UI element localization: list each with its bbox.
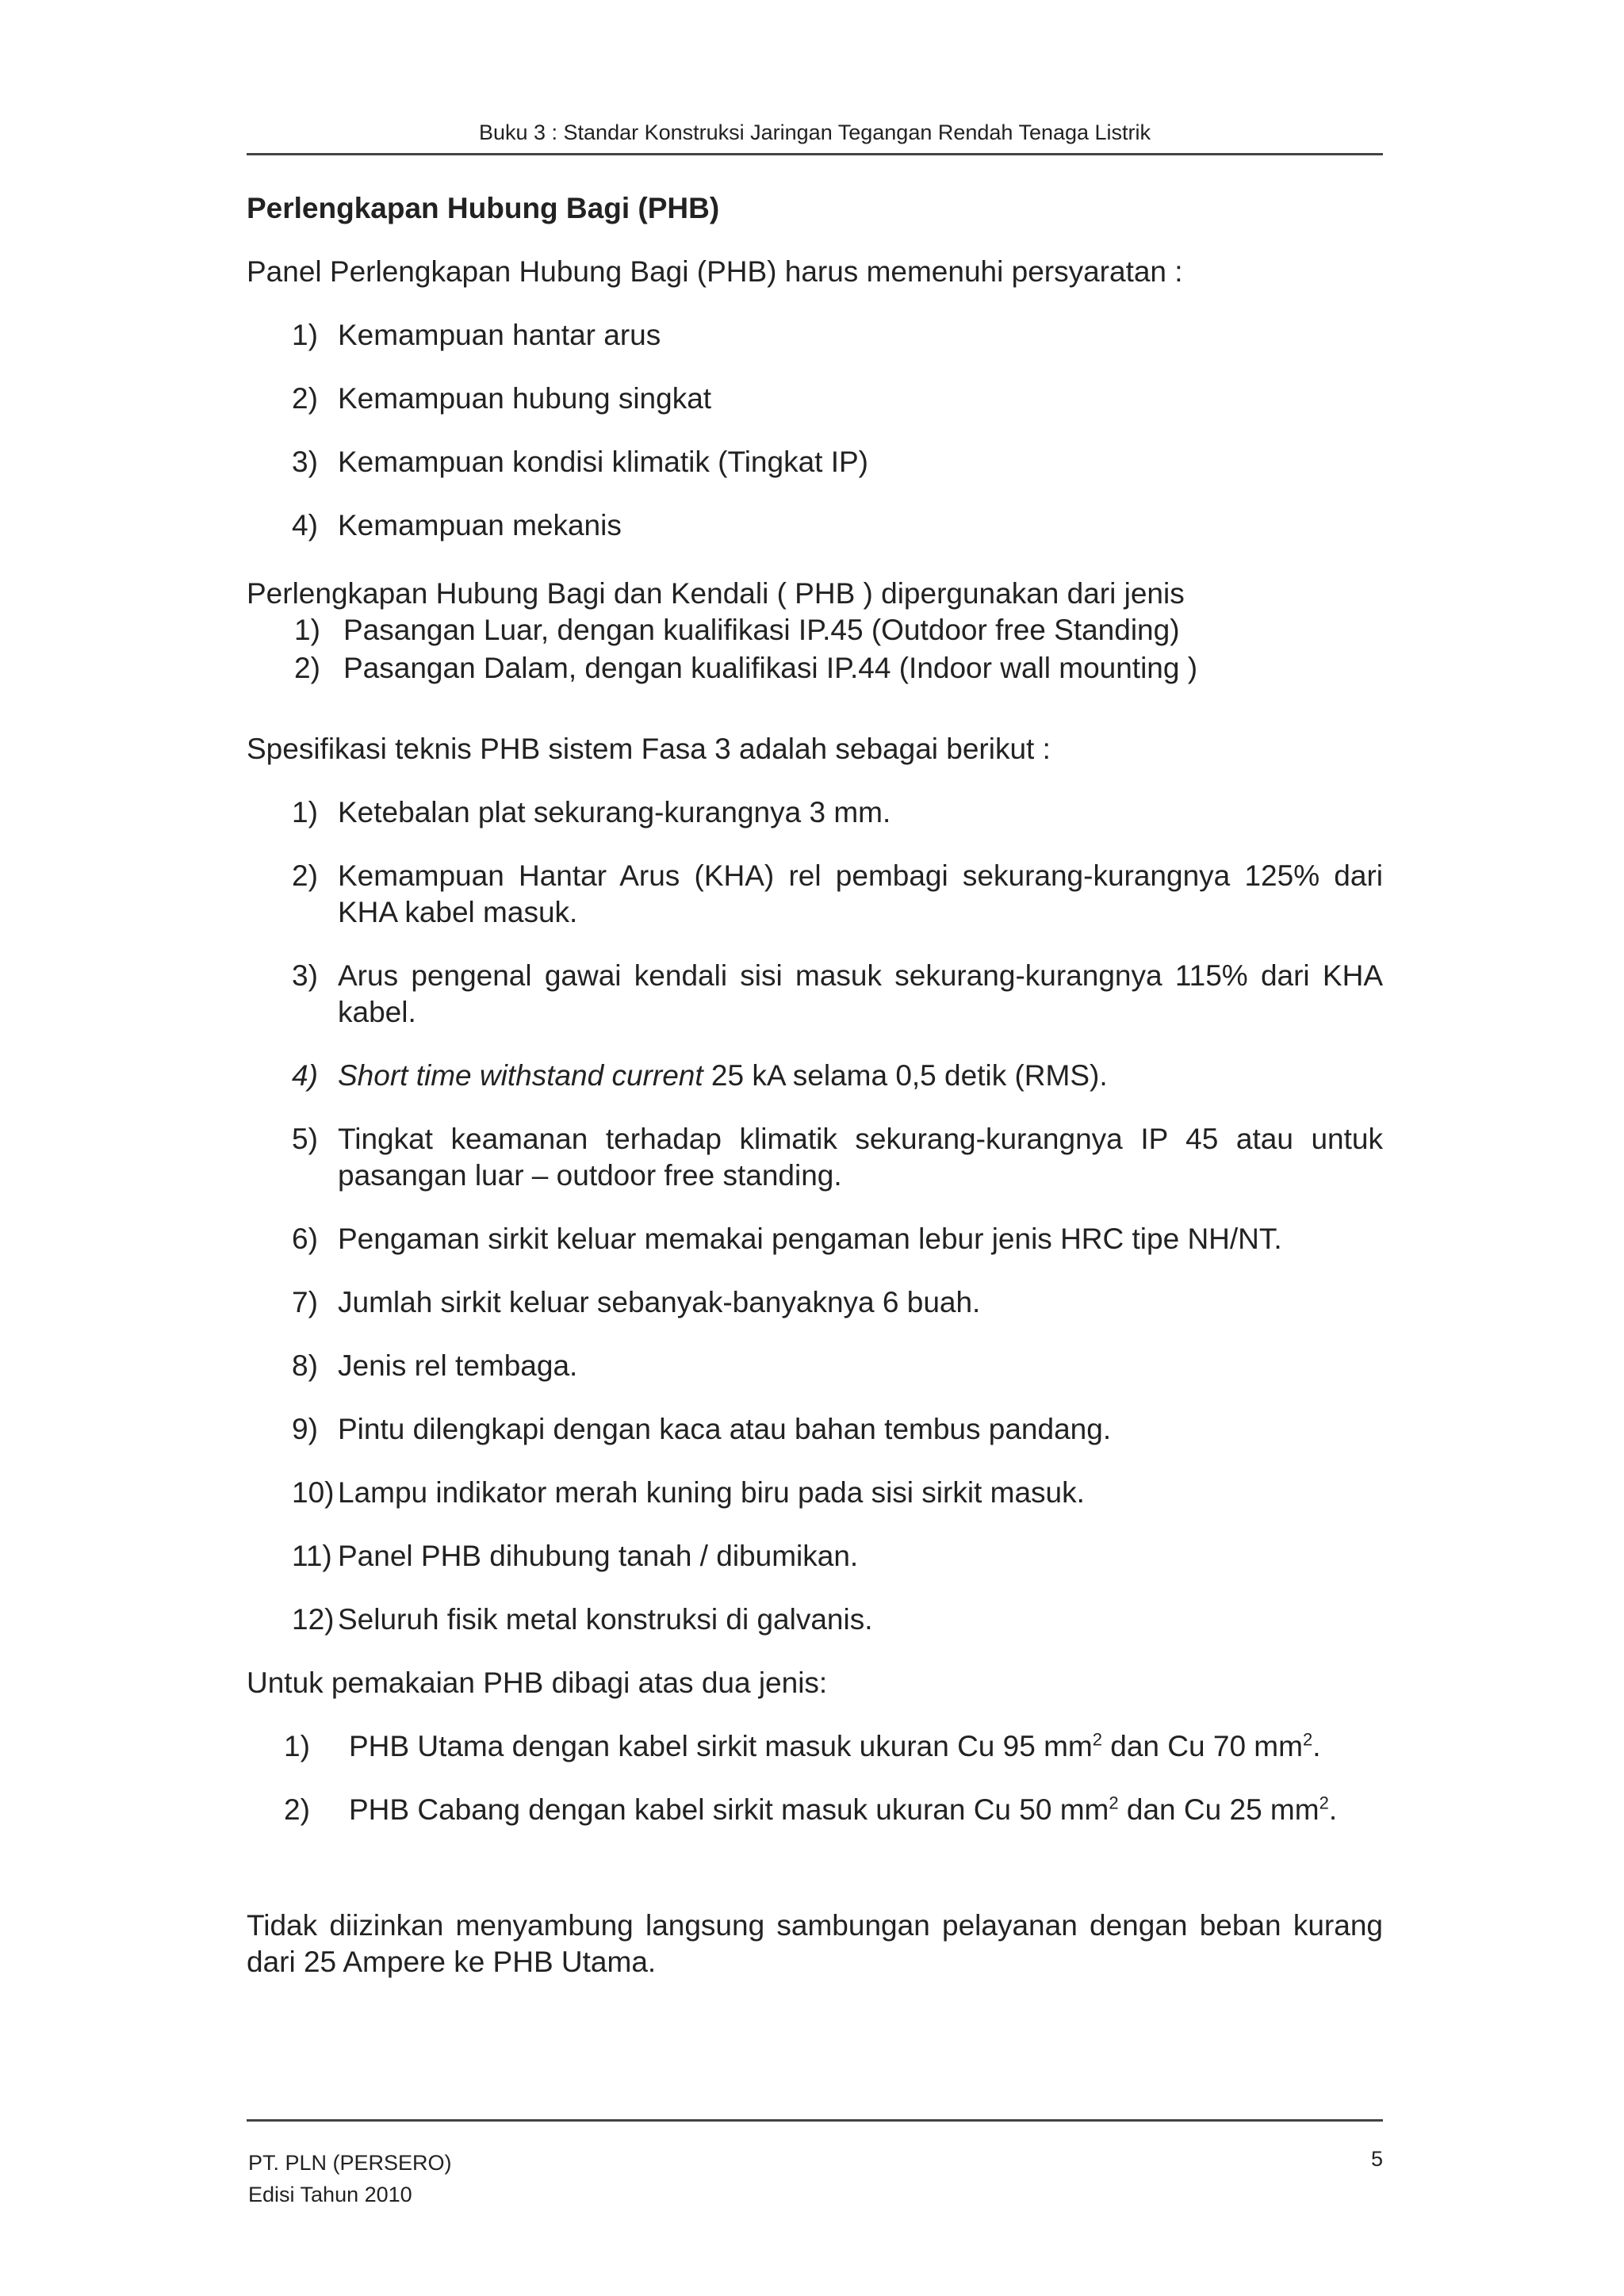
usage-intro: Untuk pemakaian PHB dibagi atas dua jenis: [247,1667,828,1699]
list-item [247,794,1383,831]
list-item [247,1792,1383,1828]
item-number: 7) [292,1286,318,1318]
spec-intro: Spesifikasi teknis PHB sistem Fasa 3 adalah sebagai berikut : [247,733,1051,765]
item-text: Kemampuan Hantar Arus (KHA) rel pembagi sekurang-kurangnya 125% dari KHA kabel masuk. [338,859,1383,928]
list-item [247,1728,1383,1765]
item-number: 1) [292,319,318,351]
item-number: 11) [292,1540,332,1572]
list-item [247,958,1383,1031]
item-text: Pintu dilengkapi dengan kaca atau bahan tembus pandang. [338,1413,1112,1445]
item-number: 2) [284,1793,310,1826]
types-intro: Perlengkapan Hubung Bagi dan Kendali ( PHB ) dipergunakan dari jenis [247,577,1185,610]
spec-list [247,794,1383,1638]
item-number: 6) [292,1223,318,1255]
item-number: 5) [292,1123,318,1155]
page-body [247,190,1383,1980]
item-text: Seluruh fisik metal konstruksi di galvanis. [338,1603,873,1636]
item-number: 2) [294,652,320,684]
list-item [247,1284,1383,1321]
item-text-part: . [1328,1793,1338,1826]
list-item [247,1475,1383,1511]
item-number: 1) [284,1730,310,1762]
item-text: Arus pengenal gawai kendali sisi masuk sekurang-kurangnya 115% dari KHA kabel. [338,959,1383,1028]
list-item [247,1601,1383,1638]
footer-org: PT. PLN (PERSERO) [248,2151,452,2175]
superscript: 2 [1319,1793,1329,1813]
item-number: 3) [292,446,318,478]
item-number: 9) [292,1413,318,1445]
list-item [247,317,1383,354]
item-text: Pasangan Dalam, dengan kualifikasi IP.44 (Indoor wall mounting ) [343,652,1198,684]
item-number: 12) [292,1603,335,1636]
list-item [247,650,1383,687]
item-text: Tingkat keamanan terhadap klimatik sekurang-kurangnya IP 45 atau untuk pasangan luar – outdoor free standing. [338,1123,1383,1192]
list-item [247,858,1383,931]
item-number: 8) [292,1349,318,1382]
list-item [247,444,1383,480]
list-item [247,1538,1383,1575]
running-header: Buku 3 : Standar Konstruksi Jaringan Tegangan Rendah Tenaga Listrik [478,121,1151,144]
superscript: 2 [1092,1729,1102,1750]
header-rule [247,153,1383,155]
list-item [247,612,1383,649]
item-text: Lampu indikator merah kuning biru pada sisi sirkit masuk. [338,1476,1085,1509]
item-number: 4) [292,509,318,541]
item-text-part: dan Cu 70 mm [1102,1730,1303,1762]
list-item [247,1058,1383,1094]
list-item [247,1348,1383,1384]
item-text [349,1728,1383,1765]
item-number: 2) [292,859,318,892]
footer-info [248,2147,452,2210]
section-heading: Perlengkapan Hubung Bagi (PHB) [247,192,720,224]
item-text: Pasangan Luar, dengan kualifikasi IP.45 (Outdoor free Standing) [343,614,1180,646]
item-number: 4) [292,1059,318,1092]
item-number: 10) [292,1476,335,1509]
footer-edition: Edisi Tahun 2010 [248,2183,412,2206]
item-text: Kemampuan hantar arus [338,319,661,351]
item-text-rest: 25 kA selama 0,5 detik (RMS). [703,1059,1108,1092]
item-text-italic: Short time withstand current [338,1059,703,1092]
item-number: 1) [294,614,320,646]
item-text-part: . [1312,1730,1321,1762]
item-text: Ketebalan plat sekurang-kurangnya 3 mm. [338,796,891,828]
superscript: 2 [1109,1793,1119,1813]
item-text: Kemampuan hubung singkat [338,382,712,415]
item-number: 2) [292,382,318,415]
requirements-intro: Panel Perlengkapan Hubung Bagi (PHB) harus memenuhi persyaratan : [247,255,1183,288]
item-text: Pengaman sirkit keluar memakai pengaman lebur jenis HRC tipe NH/NT. [338,1223,1282,1255]
superscript: 2 [1302,1729,1313,1750]
item-text-part: PHB Cabang dengan kabel sirkit masuk ukuran Cu 50 mm [349,1793,1109,1826]
item-text-part: dan Cu 25 mm [1118,1793,1320,1826]
item-text: Jumlah sirkit keluar sebanyak-banyaknya 6 buah. [338,1286,981,1318]
types-list [247,612,1383,687]
list-item [247,1121,1383,1194]
list-item [247,1411,1383,1448]
item-text: Panel PHB dihubung tanah / dibumikan. [338,1540,859,1572]
item-text: Jenis rel tembaga. [338,1349,578,1382]
usage-list [247,1728,1383,1828]
item-text [349,1792,1383,1828]
footer-rule [247,2119,1383,2122]
list-item [247,381,1383,417]
closing-paragraph: Tidak diizinkan menyambung langsung sambungan pelayanan dengan beban kurang dari 25 Ampere ke PHB Utama. [247,1909,1383,1978]
item-number: 3) [292,959,318,992]
item-text: Kemampuan mekanis [338,509,622,541]
requirements-list [247,317,1383,544]
item-text-part: PHB Utama dengan kabel sirkit masuk ukuran Cu 95 mm [349,1730,1093,1762]
list-item [247,507,1383,544]
item-text: Kemampuan kondisi klimatik (Tingkat IP) [338,446,868,478]
list-item [247,1221,1383,1257]
item-number: 1) [292,796,318,828]
page-number: 5 [1370,2147,1383,2171]
item-text [338,1058,1383,1094]
